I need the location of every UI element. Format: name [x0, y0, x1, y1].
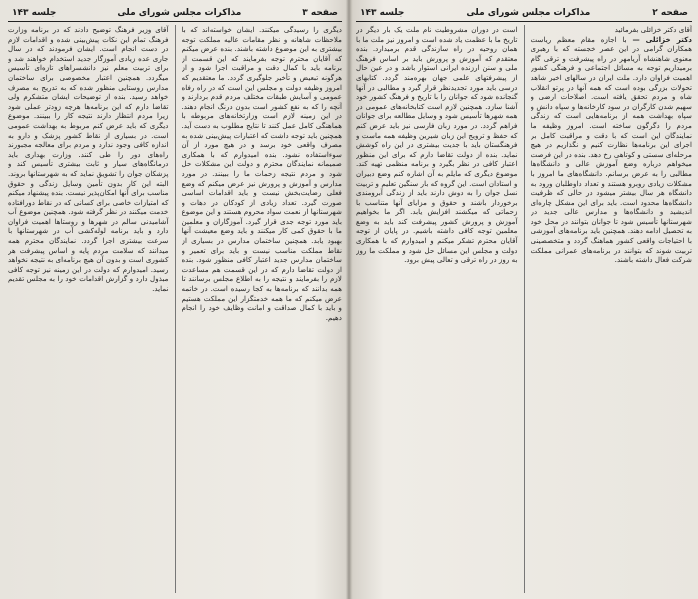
- column-divider: [524, 25, 525, 593]
- page-header: [356, 8, 692, 22]
- speech-text: با اجازه مقام معظم ریاست همکاران گرامی در این عصر خجسته که با رهبری معنوی شاهنشاه آریامهر در راه پیشرفت و ترقی گام برمیداریم توجه به مسائل اجتماعی و فرهنگی کشور اهمیت فراوان دارد. ملت ایران در سالهای اخیر شاهد تحولات بزرگی بوده است که همه آنها در پرتو انقلاب شاه و مردم تحقق یافته است. اصلاحات ارضی و سهیم شدن کارگران در سود کارخانه‌ها و سپاه دانش و سپاه بهداشت همه از برنامه‌هایی است که زندگی مردم را دگرگون ساخته است. امروز وظیفه ما نمایندگان این است که با دقت و مراقبت کامل بر اجرای این برنامه‌ها نظارت کنیم و نگذاریم در هیچ مرحله‌ای سستی و کوتاهی رخ دهد. بنده در این فرصت میخواهم درباره وضع آموزش عالی و دانشگاه‌ها مطالبی را به عرض برسانم. دانشگاه‌های ما امروز با مشکلات زیادی روبرو هستند و تعداد داوطلبان ورود به دانشگاه هر سال بیشتر میشود در حالی که ظرفیت دانشگاه‌ها محدود است. باید برای این مشکل چاره‌ای اندیشید و دانشگاه‌ها و مدارس عالی جدید در شهرستانها تأسیس شود تا جوانان بتوانند در محل خود به تحصیل ادامه دهند. همچنین باید برنامه‌های آموزشی با احتیاجات واقعی کشور هماهنگ گردد و متخصصینی تربیت شوند که بتوانند در برنامه‌های عمرانی مملکت شرکت فعال داشته باشند.: [530, 34, 692, 265]
- page-body: [356, 25, 692, 593]
- session-number: جلسه ۱۴۳: [12, 8, 57, 18]
- column-paragraph: [531, 35, 693, 265]
- book-gutter: [346, 0, 352, 599]
- column-text: آقای وزیر فرهنگ توضیح دادند که در برنامه وزارت فرهنگ تمام این نکات پیش‌بینی شده و اقدامات لازم در دست انجام است. ایشان فرمودند که در سال جاری عده زیادی آموزگار جدید استخدام خواهند شد و برای تربیت معلم نیز دانشسراهای تازه‌ای تأسیس میگردد. همچنین اعتبار مخصوصی برای ساختمان مدارس روستایی منظور شده که به تدریج به مصرف خواهد رسید. بنده از توضیحات ایشان متشکرم ولی تقاضا دارم که این برنامه‌ها هرچه زودتر عملی شود زیرا مردم انتظار دارند نتیجه کار را ببینند. موضوع دیگری که باید عرض کنم مربوط به بهداشت عمومی است. در بسیاری از نقاط کشور پزشک و دارو به اندازه کافی وجود ندارد و مردم برای معالجه مجبورند راه‌های دور را طی کنند. وزارت بهداری باید درمانگاه‌های سیار و ثابت بیشتری تأسیس کند و پزشکان جوان را تشویق نماید که به شهرستانها بروند. البته این کار بدون تأمین وسایل زندگی و حقوق مناسب برای آنها امکان‌پذیر نیست. بنده پیشنهاد میکنم که امتیازات خاصی برای کسانی که در نقاط دورافتاده خدمت میکنند در نظر گرفته شود. همچنین موضوع آب آشامیدنی سالم در شهرها و روستاها اهمیت فراوان دارد و باید برنامه لوله‌کشی آب در شهرستانها با سرعت بیشتری اجرا گردد. نمایندگان محترم همه میدانند که سلامت مردم پایه و اساس پیشرفت هر کشوری است و بدون آن هیچ برنامه‌ای به نتیجه نخواهد رسید. امیدوارم که دولت در این زمینه نیز توجه کافی مبذول دارد و گزارش اقدامات خود را به مجلس تقدیم نماید.: [8, 25, 169, 294]
- session-number: جلسه ۱۴۳: [360, 8, 405, 18]
- text-column-right: [182, 25, 343, 593]
- left-page: [8, 8, 342, 593]
- page-number: صفحه ۳: [302, 8, 338, 18]
- right-page: [356, 8, 692, 593]
- publication-title: مذاکرات مجلس شورای ملی: [466, 8, 591, 18]
- column-text: است در دوران مشروطیت نام ملت یک بار دیگر در تاریخ ما با عظمت یاد شده است و امروز نیز ملت ما با همان روحیه در راه سازندگی قدم برمیدارد. بنده معتقدم که آموزش و پرورش باید بر اساس فرهنگ ملی و سنن ارزنده ایرانی استوار باشد و در عین حال از پیشرفتهای علمی جهان بهره‌مند گردد. کتابهای درسی باید مورد تجدیدنظر قرار گیرد و مطالبی در آنها گنجانده شود که جوانان را با تاریخ و فرهنگ کشور خود آشنا سازد. همچنین لازم است کتابخانه‌های عمومی در همه شهرها تأسیس شود و وسایل مطالعه برای جوانان فراهم گردد. در مورد زبان فارسی نیز باید عرض کنم که حفظ و ترویج این زبان شیرین وظیفه همه ماست و فرهنگستان باید با جدیت بیشتری در این راه کوشش نماید. بنده از دولت تقاضا دارم که برای این منظور اعتبار کافی در نظر بگیرد و برنامه منظمی تهیه کند. موضوع دیگری که مایلم به آن اشاره کنم وضع دبیران و استادان است. این گروه که بار سنگین تعلیم و تربیت نسل جوان را به دوش دارند باید از زندگی آبرومندی برخوردار باشند و حقوق و مزایای آنها متناسب با زحماتی که میکشند افزایش یابد. اگر ما بخواهیم آموزش و پرورش کشور پیشرفت کند باید به وضع معلمین توجه کافی داشته باشیم. در پایان از توجه آقایان محترم تشکر میکنم و امیدوارم که با همکاری دولت و مجلس این مسائل حل شود و مملکت ما روز به روز در راه ترقی و تعالی پیش برود.: [356, 25, 518, 265]
- text-column-right: [531, 25, 693, 593]
- text-column-left: [8, 25, 169, 593]
- column-text: دیگری را رسیدگی میکنند. ایشان خواسته‌اند که با ملاحظات شاهانه و نظر مقامات عالیه مملکت توجه بیشتری به این موضوع داشته باشند. بنده عرض میکنم که آقایان محترم توجه بفرمایند که این قسمت از برنامه باید با کمال دقت و مراقبت اجرا شود و از هرگونه تبعیض و تأخیر جلوگیری گردد. ما معتقدیم که امروز وظیفه دولت و مجلس این است که در راه رفاه عمومی و آسایش طبقات مختلف مردم قدم بردارند و آنچه را که به نفع کشور است بدون درنگ انجام دهند. در این زمینه لازم است وزارتخانه‌های مربوطه با هماهنگی کامل عمل کنند تا نتایج مطلوب به دست آید. همچنین باید توجه داشت که اعتبارات پیش‌بینی شده به مصرف واقعی خود برسد و در هیچ مورد از آن سوءاستفاده نشود. بنده امیدوارم که با همکاری صمیمانه نمایندگان محترم و دولت این مشکلات حل شود و مردم نتیجه زحمات ما را ببینند. در مورد مدارس و آموزش و پرورش نیز عرض میکنم که وضع فعلی رضایت‌بخش نیست و باید اقدامات اساسی صورت گیرد. تعداد زیادی از کودکان در دهات و شهرستانها از نعمت سواد محروم هستند و این موضوع باید مورد توجه جدی قرار گیرد. آموزگاران و معلمین ما با حقوق کمی کار میکنند و باید وضع معیشت آنها بهبود یابد. همچنین ساختمان مدارس در بسیاری از نقاط مملکت مناسب نیست و باید برای تعمیر و ساختمان مدارس جدید اعتبار کافی منظور شود. بنده از دولت تقاضا دارم که در این قسمت هم مساعدت لازم را بفرمایند و نتیجه را به اطلاع مجلس برسانند تا همه بدانند که برنامه‌ها به کجا رسیده است. در خاتمه عرض میکنم که ما همه خدمتگزار این مملکت هستیم و باید با کمال صداقت و امانت وظایف خود را انجام دهیم.: [181, 25, 342, 322]
- page-number: صفحه ۲: [652, 8, 688, 18]
- speaker-name: دکتر خزائلی —: [632, 34, 692, 44]
- page-header: [8, 8, 342, 22]
- page-body: [8, 25, 342, 593]
- text-column-left: [356, 25, 518, 593]
- column-intro: آقای دکتر خزائلی بفرمائید: [614, 25, 692, 34]
- publication-title: مذاکرات مجلس شورای ملی: [117, 8, 242, 18]
- column-divider: [175, 25, 176, 593]
